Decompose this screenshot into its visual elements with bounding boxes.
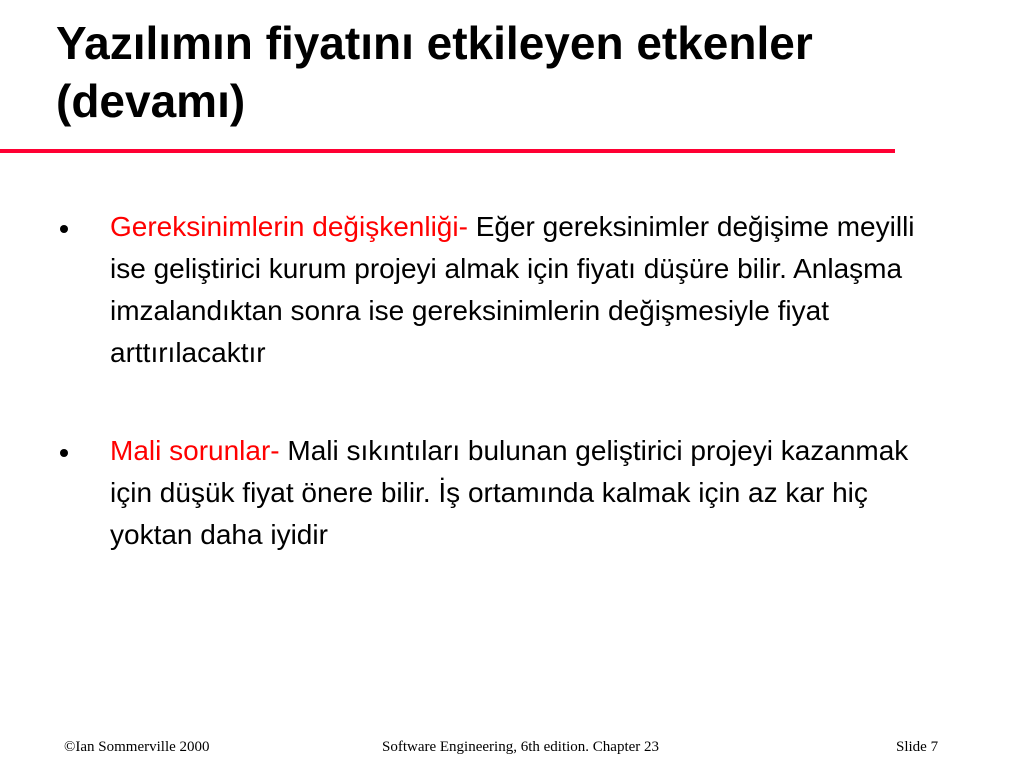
footer-course-title: Software Engineering, 6th edition. Chapter 23 xyxy=(382,739,660,755)
bullet-dot-icon xyxy=(60,225,68,233)
bullet-term: Mali sorunlar- xyxy=(110,435,280,466)
footer-copyright: ©Ian Sommerville 2000 xyxy=(64,739,210,755)
bullet-item xyxy=(110,206,940,374)
bullet-term: Gereksinimlerin değişkenliği- xyxy=(110,211,468,242)
bullet-dot-icon xyxy=(60,449,68,457)
bullet-text: Mali sıkıntıları bulunan geliştirici projeyi kazanmak için düşük fiyat önere bilir. İş ortamında kalmak için az kar hiç yoktan daha iyidir xyxy=(110,435,909,550)
title-divider xyxy=(0,149,895,153)
bullet-text: Eğer gereksinimler değişime meyilli ise geliştirici kurum projeyi almak için fiyatı düşüre bilir. Anlaşma imzalandıktan sonra ise gereksinimlerin değişmesiyle fiyat arttırılacaktır xyxy=(110,211,915,368)
bullet-item xyxy=(110,430,940,556)
footer-slide-number: Slide 7 xyxy=(896,739,939,755)
slide-title: Yazılımın fiyatını etkileyen etkenler (devamı) xyxy=(56,17,813,127)
